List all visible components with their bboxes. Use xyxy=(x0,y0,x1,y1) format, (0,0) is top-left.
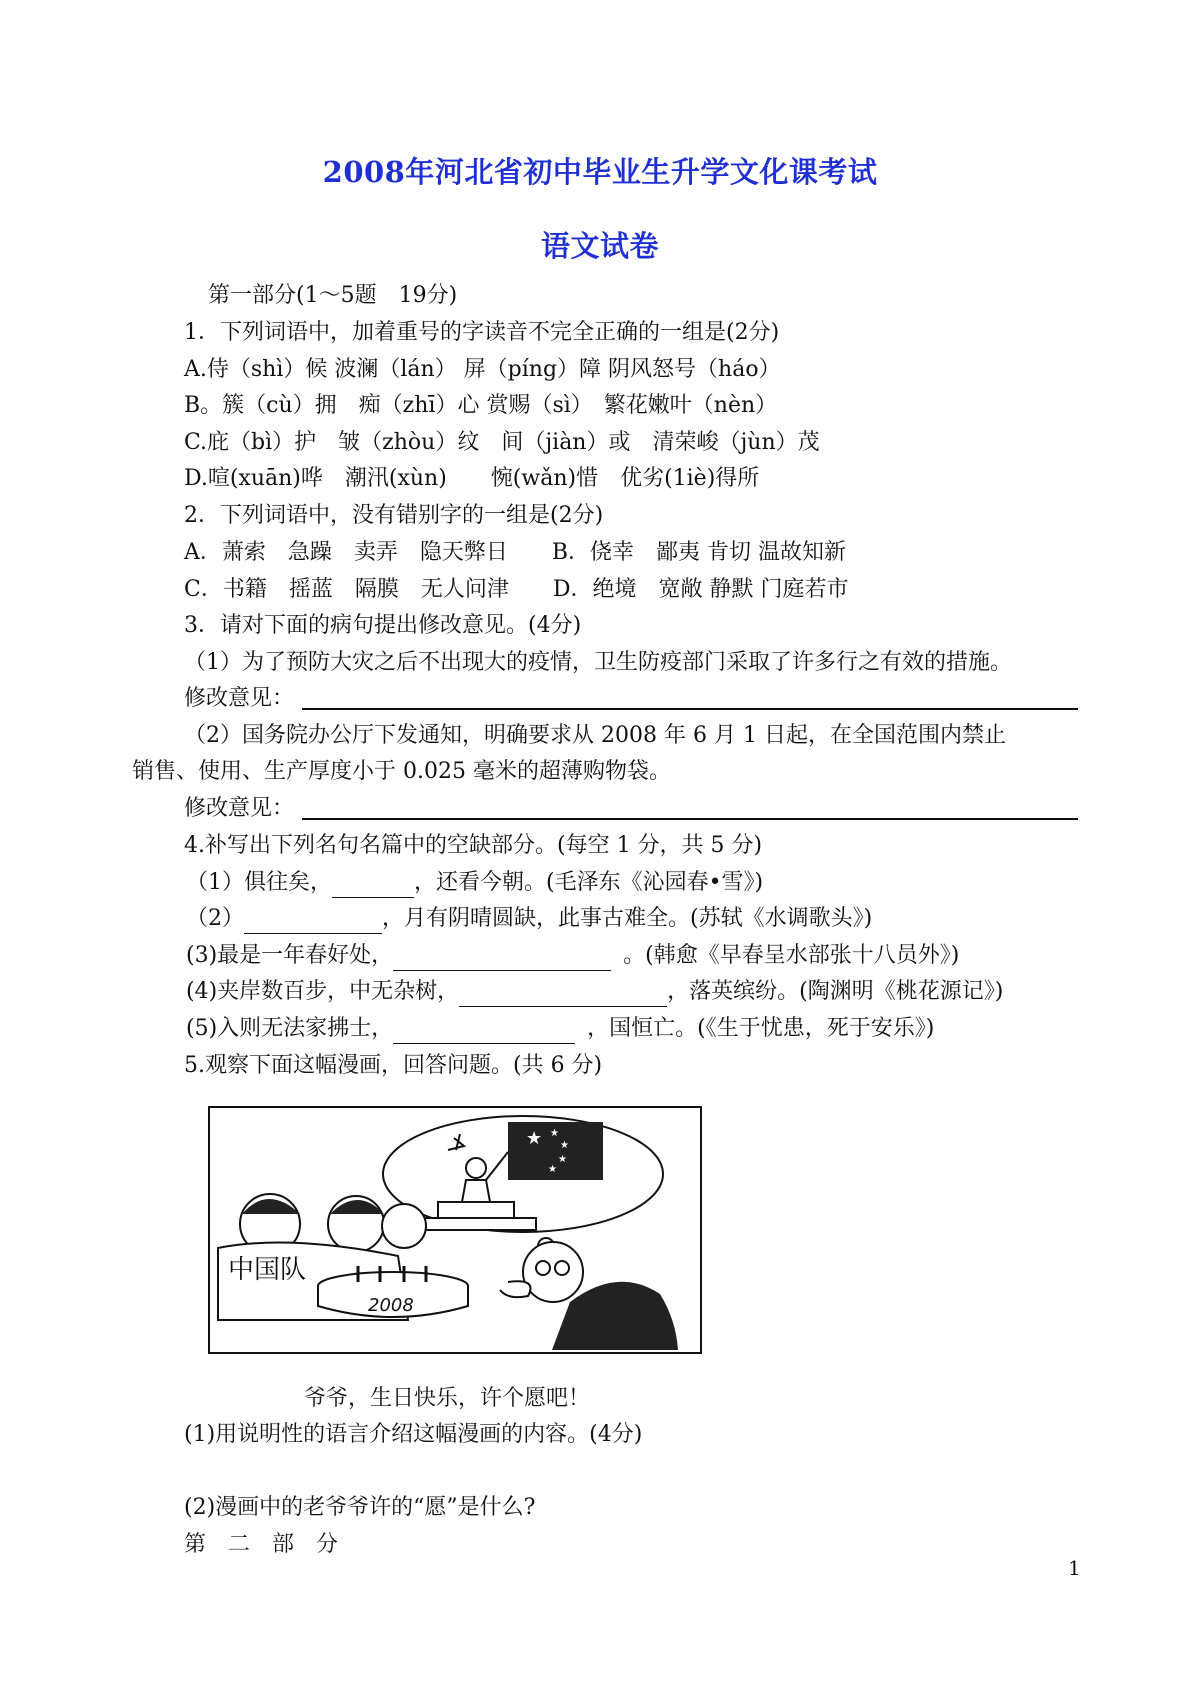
q3-sentence-2-line-1: （2）国务院办公厅下发通知，明确要求从 2008 年 6 月 1 日起，在全国范围内禁止 xyxy=(184,723,1006,748)
q4-item-1-text-b: ，还看今朝。(毛泽东《沁园春•雪》) xyxy=(414,870,764,895)
q1-option-b: B。簇（cù）拥 痴（zhī）心 赏赐（sì） 繁花嫩叶（nèn） xyxy=(184,393,778,418)
q4-blank-2[interactable] xyxy=(244,911,382,934)
q3-sentence-2-line-2: 销售、使用、生产厚度小于 0.025 毫米的超薄购物袋。 xyxy=(132,759,671,784)
q3-sentence-1: （1）为了预防大灾之后不出现大的疫情，卫生防疫部门采取了许多行之有效的措施。 xyxy=(184,650,1012,675)
q1-stem: 1．下列词语中，加着重号的字读音不完全正确的一组是(2分) xyxy=(184,320,780,345)
q3-stem: 3．请对下面的病句提出修改意见。(4分) xyxy=(184,613,582,638)
q4-item-4 xyxy=(186,977,1003,1007)
q2-stem: 2．下列词语中，没有错别字的一组是(2分) xyxy=(184,503,604,528)
q4-blank-5[interactable] xyxy=(393,1021,575,1044)
q2-options-ab: A．萧索 急躁 卖弄 隐天弊日 B．侥幸 鄙夷 肯切 温故知新 xyxy=(184,540,847,565)
q4-item-2 xyxy=(186,904,872,934)
q1-option-c: C.庇（bì）护 皱（zhòu）纹 间（jiàn）或 清荣峻（jùn）茂 xyxy=(184,430,820,455)
svg-text:★: ★ xyxy=(550,1128,559,1139)
q2-options-cd: C．书籍 摇蓝 隔膜 无人问津 D．绝境 宽敞 静默 门庭若市 xyxy=(184,577,849,602)
q1-option-d: D.喧(xuān)哗 潮汛(xùn) 惋(wǎn)惜 优劣(1iè)得所 xyxy=(184,466,760,491)
part1-heading: 第一部分(1～5题 19分) xyxy=(208,283,458,308)
svg-text:★: ★ xyxy=(560,1140,569,1151)
cartoon-shirt-text: 中国队 xyxy=(228,1255,307,1285)
q4-blank-1[interactable] xyxy=(332,875,414,898)
q3-answer-line-1[interactable] xyxy=(302,708,1078,710)
part2-heading: 第 二 部 分 xyxy=(184,1532,339,1557)
q3-opinion-label-1: 修改意见： xyxy=(184,686,295,711)
q4-stem: 4.补写出下列名句名篇中的空缺部分。(每空 1 分，共 5 分) xyxy=(184,833,763,858)
exam-subtitle: 语文试卷 xyxy=(540,229,659,263)
q4-item-5 xyxy=(186,1014,934,1044)
q4-item-5-text-a: (5)入则无法家拂士， xyxy=(186,1016,394,1041)
q4-item-3 xyxy=(186,941,959,971)
page-number: 1 xyxy=(1068,1556,1081,1580)
svg-text:★: ★ xyxy=(548,1164,557,1175)
q4-item-5-text-b: ，国恒亡。(《生于忧患，死于安乐》) xyxy=(587,1016,935,1041)
svg-text:★: ★ xyxy=(558,1154,567,1165)
cartoon-caption: 爷爷，生日快乐，许个愿吧！ xyxy=(304,1386,591,1411)
cartoon-cake-text: 2008 xyxy=(368,1295,414,1316)
q5-sub-question-1: (1)用说明性的语言介绍这幅漫画的内容。(4分) xyxy=(184,1422,643,1447)
q1-option-a: A.侍（shì）候 波澜（lán） 屏（píng）障 阴风怒号（háo） xyxy=(184,357,781,382)
q5-sub-question-2: (2)漫画中的老爷爷许的“愿”是什么? xyxy=(184,1495,536,1520)
q4-item-1-text-a: （1）俱往矣， xyxy=(186,870,332,895)
q3-opinion-label-2: 修改意见： xyxy=(184,796,295,821)
q3-answer-line-2[interactable] xyxy=(302,818,1078,820)
exam-title: 2008年河北省初中毕业生升学文化课考试 xyxy=(322,155,878,189)
q4-item-2-text-b: ，月有阴晴圆缺，此事古难全。(苏轼《水调歌头》) xyxy=(382,906,873,931)
q4-item-2-text-a: （2） xyxy=(186,906,244,931)
q4-blank-3[interactable] xyxy=(393,948,611,971)
q4-item-3-text-b: 。(韩愈《早春呈水部张十八员外》) xyxy=(623,943,960,968)
q5-stem: 5.观察下面这幅漫画，回答问题。(共 6 分) xyxy=(184,1053,603,1078)
q4-item-1 xyxy=(186,868,763,898)
q4-blank-4[interactable] xyxy=(459,984,667,1007)
q4-item-4-text-a: (4)夹岸数百步，中无杂树， xyxy=(186,979,460,1004)
q4-item-4-text-b: ，落英缤纷。(陶渊明《桃花源记》) xyxy=(667,979,1004,1004)
cartoon-illustration xyxy=(208,1106,702,1354)
q4-item-3-text-a: (3)最是一年春好处， xyxy=(186,943,394,968)
svg-text:★: ★ xyxy=(526,1128,543,1149)
